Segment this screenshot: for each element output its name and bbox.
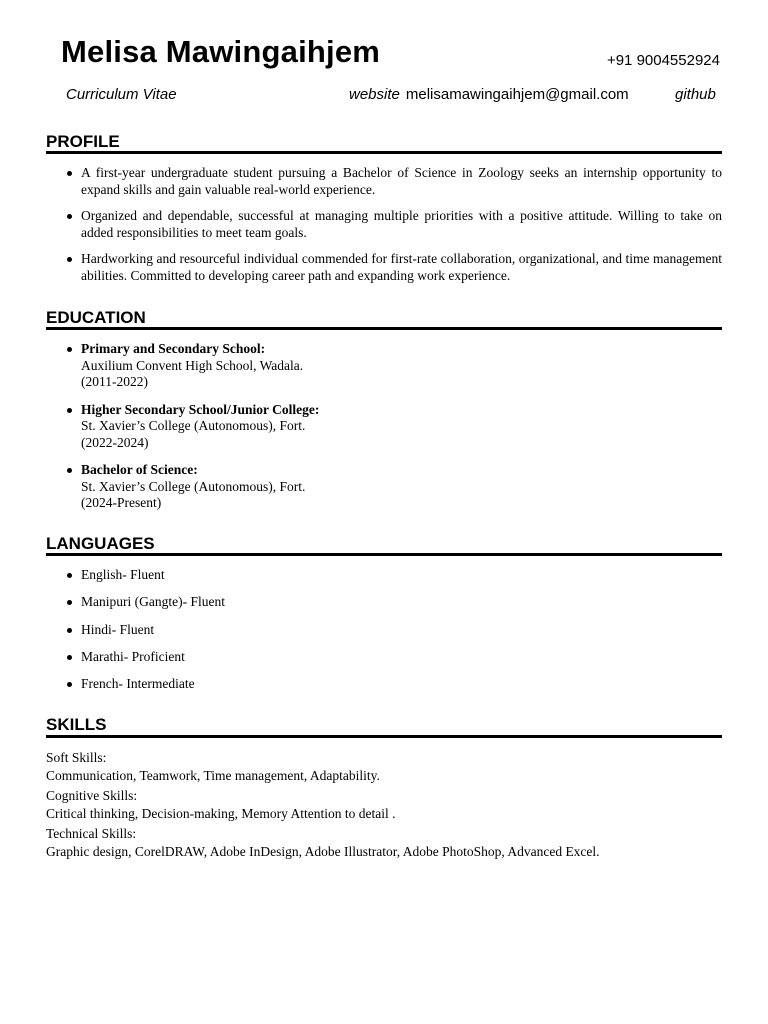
email-link[interactable]: melisamawingaihjem@gmail.com [405, 86, 629, 103]
section-divider [46, 553, 722, 556]
list-item: French- Intermediate [46, 676, 722, 693]
section-title-education: EDUCATION [46, 308, 146, 327]
education-years: (2011-2022) [81, 374, 148, 389]
section-title-languages: LANGUAGES [46, 534, 155, 553]
education-title: Bachelor of Science: [81, 462, 198, 477]
list-item: Marathi- Proficient [46, 649, 722, 666]
education-title: Higher Secondary School/Junior College: [81, 401, 320, 417]
languages-list [46, 567, 722, 703]
section-divider [46, 327, 722, 330]
list-item [46, 341, 722, 391]
education-title: Primary and Secondary School: [81, 341, 266, 356]
phone-number: +91 9004552924 [606, 52, 720, 69]
section-title-skills: SKILLS [46, 715, 107, 734]
list-item: Hardworking and resourceful individual commended for first-rate collaboration, organizational, and time management abilities. Committed to developing career path and expanding work experience. [46, 251, 722, 284]
skill-group [46, 749, 722, 784]
section-divider [46, 151, 722, 154]
github-link[interactable]: github [675, 86, 716, 103]
skill-value: Communication, Teamwork, Time management, Adaptability. [46, 767, 380, 783]
website-link[interactable]: website [349, 86, 400, 103]
education-institution: St. Xavier’s College (Autonomous), Fort. [81, 478, 306, 494]
skill-value: Critical thinking, Decision-making, Memory Attention to detail . [46, 805, 396, 821]
skill-value: Graphic design, CorelDRAW, Adobe InDesign, Adobe Illustrator, Adobe PhotoShop, Advanced Excel. [46, 843, 600, 859]
education-years: (2022-2024) [81, 434, 149, 450]
section-title-profile: PROFILE [46, 132, 120, 151]
education-list [46, 341, 722, 523]
list-item [46, 402, 722, 452]
list-item: Organized and dependable, successful at managing multiple priorities with a positive attitude. Willing to take on added responsibilities to meet team goals. [46, 208, 722, 241]
skills-block [46, 749, 722, 863]
profile-list [46, 165, 722, 294]
skill-label: Technical Skills: [46, 826, 137, 841]
list-item: Manipuri (Gangte)- Fluent [46, 594, 722, 611]
list-item: A first-year undergraduate student pursuing a Bachelor of Science in Zoology seeks an internship opportunity to expand skills and gain valuable real-world experience. [46, 165, 722, 198]
list-item [46, 462, 722, 512]
education-institution: Auxilium Convent High School, Wadala. [81, 357, 304, 373]
education-institution: St. Xavier’s College (Autonomous), Fort. [81, 418, 306, 433]
skill-group [46, 787, 722, 822]
skill-group [46, 825, 722, 860]
section-divider [46, 735, 722, 738]
skill-label: Cognitive Skills: [46, 788, 138, 803]
skill-label: Soft Skills: [46, 750, 107, 765]
education-years: (2024-Present) [81, 495, 162, 510]
list-item: Hindi- Fluent [46, 622, 722, 639]
list-item: English- Fluent [46, 567, 722, 584]
candidate-name: Melisa Mawingaihjem [61, 34, 381, 69]
document-subtitle: Curriculum Vitae [66, 86, 177, 103]
contact-line [349, 86, 629, 104]
